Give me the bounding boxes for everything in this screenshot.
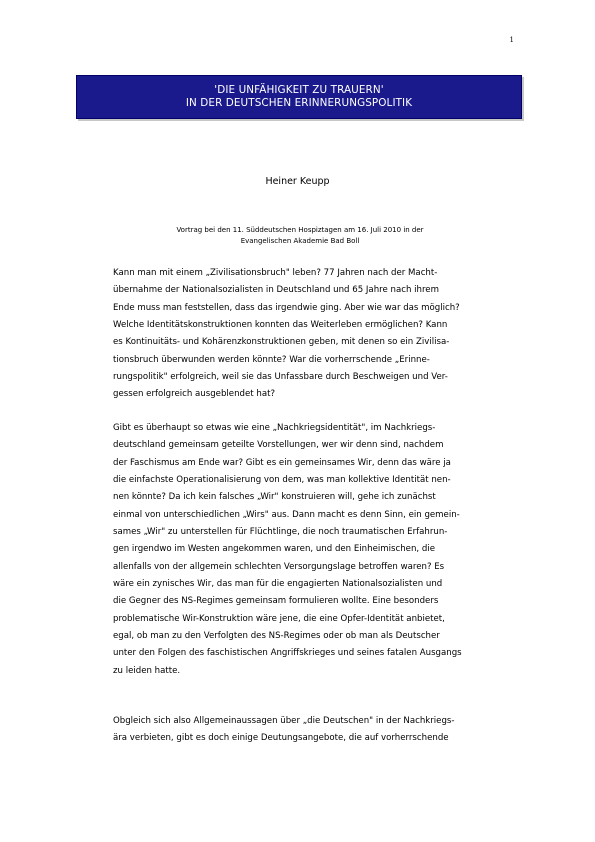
paragraph-line: der Faschismus am Ende war? Gibt es ein gemeinsames Wir, denn das wäre ja [113, 457, 451, 468]
paragraph-line: übernahme der Nationalsozialisten in Deutschland und 65 Jahre nach ihrem [113, 285, 439, 296]
paragraph-line: rungspolitik" erfolgreich, weil sie das Unfassbare durch Beschweigen und Ver- [113, 372, 448, 383]
paragraph-line: die einfachste Operationalisierung von dem, was man kollektive Identität nen- [113, 475, 451, 486]
venue-note [160, 225, 440, 246]
venue-line-2: Evangelischen Akademie Bad Boll [240, 236, 360, 245]
paragraph-line: deutschland gemeinsam geteilte Vorstellungen, wer wir denn sind, nachdem [113, 440, 444, 451]
paragraph-line: egal, ob man zu den Verfolgten des NS-Regimes oder ob man als Deutscher [113, 631, 440, 642]
body-paragraph-3 [113, 713, 488, 748]
paragraph-line: Obgleich sich also Allgemeinaussagen über „die Deutschen" in der Nachkriegs- [113, 716, 455, 726]
paragraph-line: sames „Wir" zu unterstellen für Flüchtlinge, die noch traumatischen Erfahrun- [113, 527, 448, 538]
paragraph-line: Gibt es überhaupt so etwas wie eine „Nachkriegsidentität", im Nachkriegs- [113, 423, 436, 433]
page-number: 1 [509, 36, 514, 44]
paragraph-line: gessen erfolgreich ausgeblendet hat? [113, 389, 276, 400]
title-line-2: IN DER DEUTSCHEN ERINNERUNGSPOLITIK [185, 97, 413, 109]
paragraph-line: es Kontinuitäts- und Kohärenzkonstruktionen geben, mit denen so ein Zivilisa- [113, 337, 450, 348]
paragraph-line: Welche Identitätskonstruktionen konnten das Weiterleben ermöglichen? Kann [113, 320, 448, 331]
body-paragraph-2 [113, 420, 488, 680]
title-banner [76, 75, 522, 119]
paragraph-line: wäre ein zynisches Wir, das man für die engagierten Nationalsozialisten und [113, 579, 443, 590]
venue-line-1: Vortrag bei den 11. Süddeutschen Hospiztagen am 16. Juli 2010 in der [176, 226, 424, 234]
paragraph-line: allenfalls von der allgemein schlechten Versorgungslage betroffen waren? Es [113, 561, 445, 572]
paragraph-line: tionsbruch überwunden werden könnte? War die vorherrschende „Erinne- [113, 354, 430, 365]
paragraph-line: Ende muss man feststellen, dass das irgendwie ging. Aber wie war das möglich? [113, 302, 460, 313]
paragraph-line: Kann man mit einem „Zivilisationsbruch" leben? 77 Jahren nach der Macht- [113, 268, 438, 278]
paragraph-line: ära verbieten, gibt es doch einige Deutungsangebote, die auf vorherrschende [113, 733, 449, 744]
paragraph-line: die Gegner des NS-Regimes gemeinsam formulieren wollte. Eine besonders [113, 596, 439, 607]
author-name: Heiner Keupp [265, 176, 330, 187]
title-line-1: 'DIE UNFÄHIGKEIT ZU TRAUERN' [214, 84, 384, 96]
paragraph-line: unter den Folgen des faschistischen Angriffskrieges und seines fatalen Ausgangs [113, 648, 462, 659]
body-paragraph-1 [113, 265, 488, 404]
paragraph-line: zu leiden hatte. [113, 665, 181, 676]
paragraph-line: einmal von unterschiedlichen „Wirs" aus. Dann macht es denn Sinn, ein gemein- [113, 509, 460, 520]
paragraph-line: nen könnte? Da ich kein falsches „Wir" konstruieren will, gehe ich zunächst [113, 492, 436, 503]
paragraph-line: gen irgendwo im Westen angekommen waren, und den Einheimischen, die [113, 544, 435, 555]
paragraph-line: problematische Wir-Konstruktion wäre jene, die eine Opfer-Identität anbietet, [113, 613, 445, 624]
